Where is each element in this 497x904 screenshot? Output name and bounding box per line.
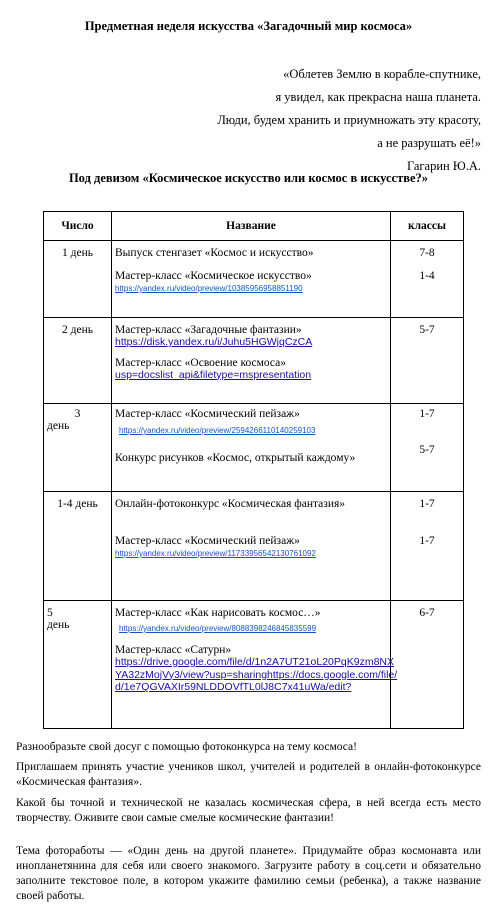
disk-link[interactable]: https://disk.yandex.ru/i/Juhu5HGWjqCzCA bbox=[115, 336, 313, 348]
name-cell bbox=[112, 318, 391, 404]
motto-subtitle: Под девизом «Космическое искусство или космос в искусстве?» bbox=[68, 171, 429, 185]
event-title: Мастер-класс «Сатурн» bbox=[115, 644, 232, 656]
event-title: Конкурс рисунков «Космос, открытый каждому» bbox=[115, 452, 356, 464]
presentation-link[interactable]: usp=docslist_api&filetype=mspresentation bbox=[115, 368, 312, 381]
video-link[interactable]: https://yandex.ru/video/preview/11733956542130761092 bbox=[115, 549, 316, 558]
drive-link[interactable]: d/1e7QGVAXIr59NLDDOVfTL0lJ8C7x41uWa/edit? bbox=[115, 681, 352, 693]
quote-line: Люди, будем хранить и приумножать эту красоту, bbox=[217, 113, 481, 127]
table-header-row bbox=[44, 212, 464, 241]
quote-line: я увидел, как прекрасна наша планета. bbox=[275, 90, 481, 104]
quote-line: «Облетев Землю в корабле-спутнике, bbox=[283, 67, 481, 81]
header-name: Название bbox=[112, 212, 391, 241]
day-cell: 1 день bbox=[44, 241, 112, 318]
grade-value: 5-7 bbox=[419, 444, 435, 456]
grade-value: 7-8 bbox=[419, 247, 435, 259]
quote-author: Гагарин Ю.А. bbox=[406, 159, 481, 173]
name-cell bbox=[112, 601, 398, 729]
grades-cell bbox=[391, 318, 464, 404]
day-cell: 3 день bbox=[44, 404, 112, 492]
name-cell bbox=[112, 241, 391, 318]
table-row bbox=[44, 318, 464, 404]
grades-cell bbox=[391, 241, 464, 318]
drive-link[interactable]: YA32zMojVy3/view?usp=sharinghttps://docs.google.com/file/ bbox=[115, 668, 398, 681]
drive-link[interactable]: https://drive.google.com/file/d/1n2A7UT21oL20PqK9zm8NX bbox=[115, 656, 394, 668]
event-title: Онлайн-фотоконкурс «Космическая фантазия» bbox=[115, 498, 346, 510]
header-grades: классы bbox=[391, 212, 464, 241]
paragraph: Приглашаем принять участие учеников школ, учителей и родителей в онлайн-фотоконкурсе «Космическая фантазия». bbox=[16, 761, 481, 788]
event-title: Мастер-класс «Космический пейзаж» bbox=[115, 408, 300, 420]
video-link[interactable]: https://yandex.ru/video/preview/8088398246845835599 bbox=[119, 624, 317, 633]
grades-cell bbox=[391, 492, 464, 601]
grade-value: 5-7 bbox=[419, 324, 435, 336]
table-row bbox=[44, 601, 464, 729]
grades-cell bbox=[391, 404, 464, 492]
quote-line: а не разрушать её!» bbox=[377, 136, 481, 150]
epigraph-quote bbox=[217, 63, 481, 178]
schedule-table bbox=[43, 211, 464, 729]
paragraph: Разнообразьте свой досуг с помощью фотоконкурса на тему космоса! bbox=[16, 741, 357, 753]
video-link[interactable]: https://yandex.ru/video/preview/2594266110140259103 bbox=[119, 426, 316, 435]
page-title: Предметная неделя искусства «Загадочный мир космоса» bbox=[84, 19, 413, 33]
event-title: Мастер-класс «Как нарисовать космос…» bbox=[115, 607, 321, 619]
grade-value: 1-7 bbox=[419, 535, 435, 547]
table-row bbox=[44, 404, 464, 492]
day-cell: 2 день bbox=[44, 318, 112, 404]
name-cell bbox=[112, 404, 391, 492]
header-day: Число bbox=[44, 212, 112, 241]
grade-value: 6-7 bbox=[419, 607, 435, 619]
grade-value: 1-7 bbox=[419, 498, 435, 510]
grade-value: 1-4 bbox=[419, 270, 435, 282]
day-cell: 1-4 день bbox=[44, 492, 112, 601]
day-cell: 5 день bbox=[44, 601, 112, 729]
name-cell bbox=[112, 492, 391, 601]
video-link[interactable]: https://yandex.ru/video/preview/10385956958851190 bbox=[115, 284, 303, 293]
event-title: Выпуск стенгазет «Космос и искусство» bbox=[115, 247, 314, 259]
grade-value: 1-7 bbox=[419, 408, 435, 420]
table-row bbox=[44, 492, 464, 601]
event-title: Мастер-класс «Загадочные фантазии» bbox=[115, 324, 302, 336]
paragraph: Тема фотоработы — «Один день на другой планете». Придумайте образ космонавта или инопланетянина для себя или своего знакомого. Загрузите работу в соц.сети и обязательно заполните текстовое поле, в котором укажите фамилию семьи (ребенка), а также название своей работы. bbox=[16, 845, 481, 902]
table-row bbox=[44, 241, 464, 318]
event-title: Мастер-класс «Освоение космоса» bbox=[115, 356, 287, 369]
paragraph: Какой бы точной и технической не казалась космическая сфера, в ней всегда есть место творчеству. Оживите свои самые смелые космические фантазии! bbox=[16, 797, 481, 824]
event-title: Мастер-класс «Космическое искусство» bbox=[115, 270, 312, 282]
grades-cell bbox=[391, 601, 464, 729]
event-title: Мастер-класс «Космический пейзаж» bbox=[115, 535, 300, 547]
